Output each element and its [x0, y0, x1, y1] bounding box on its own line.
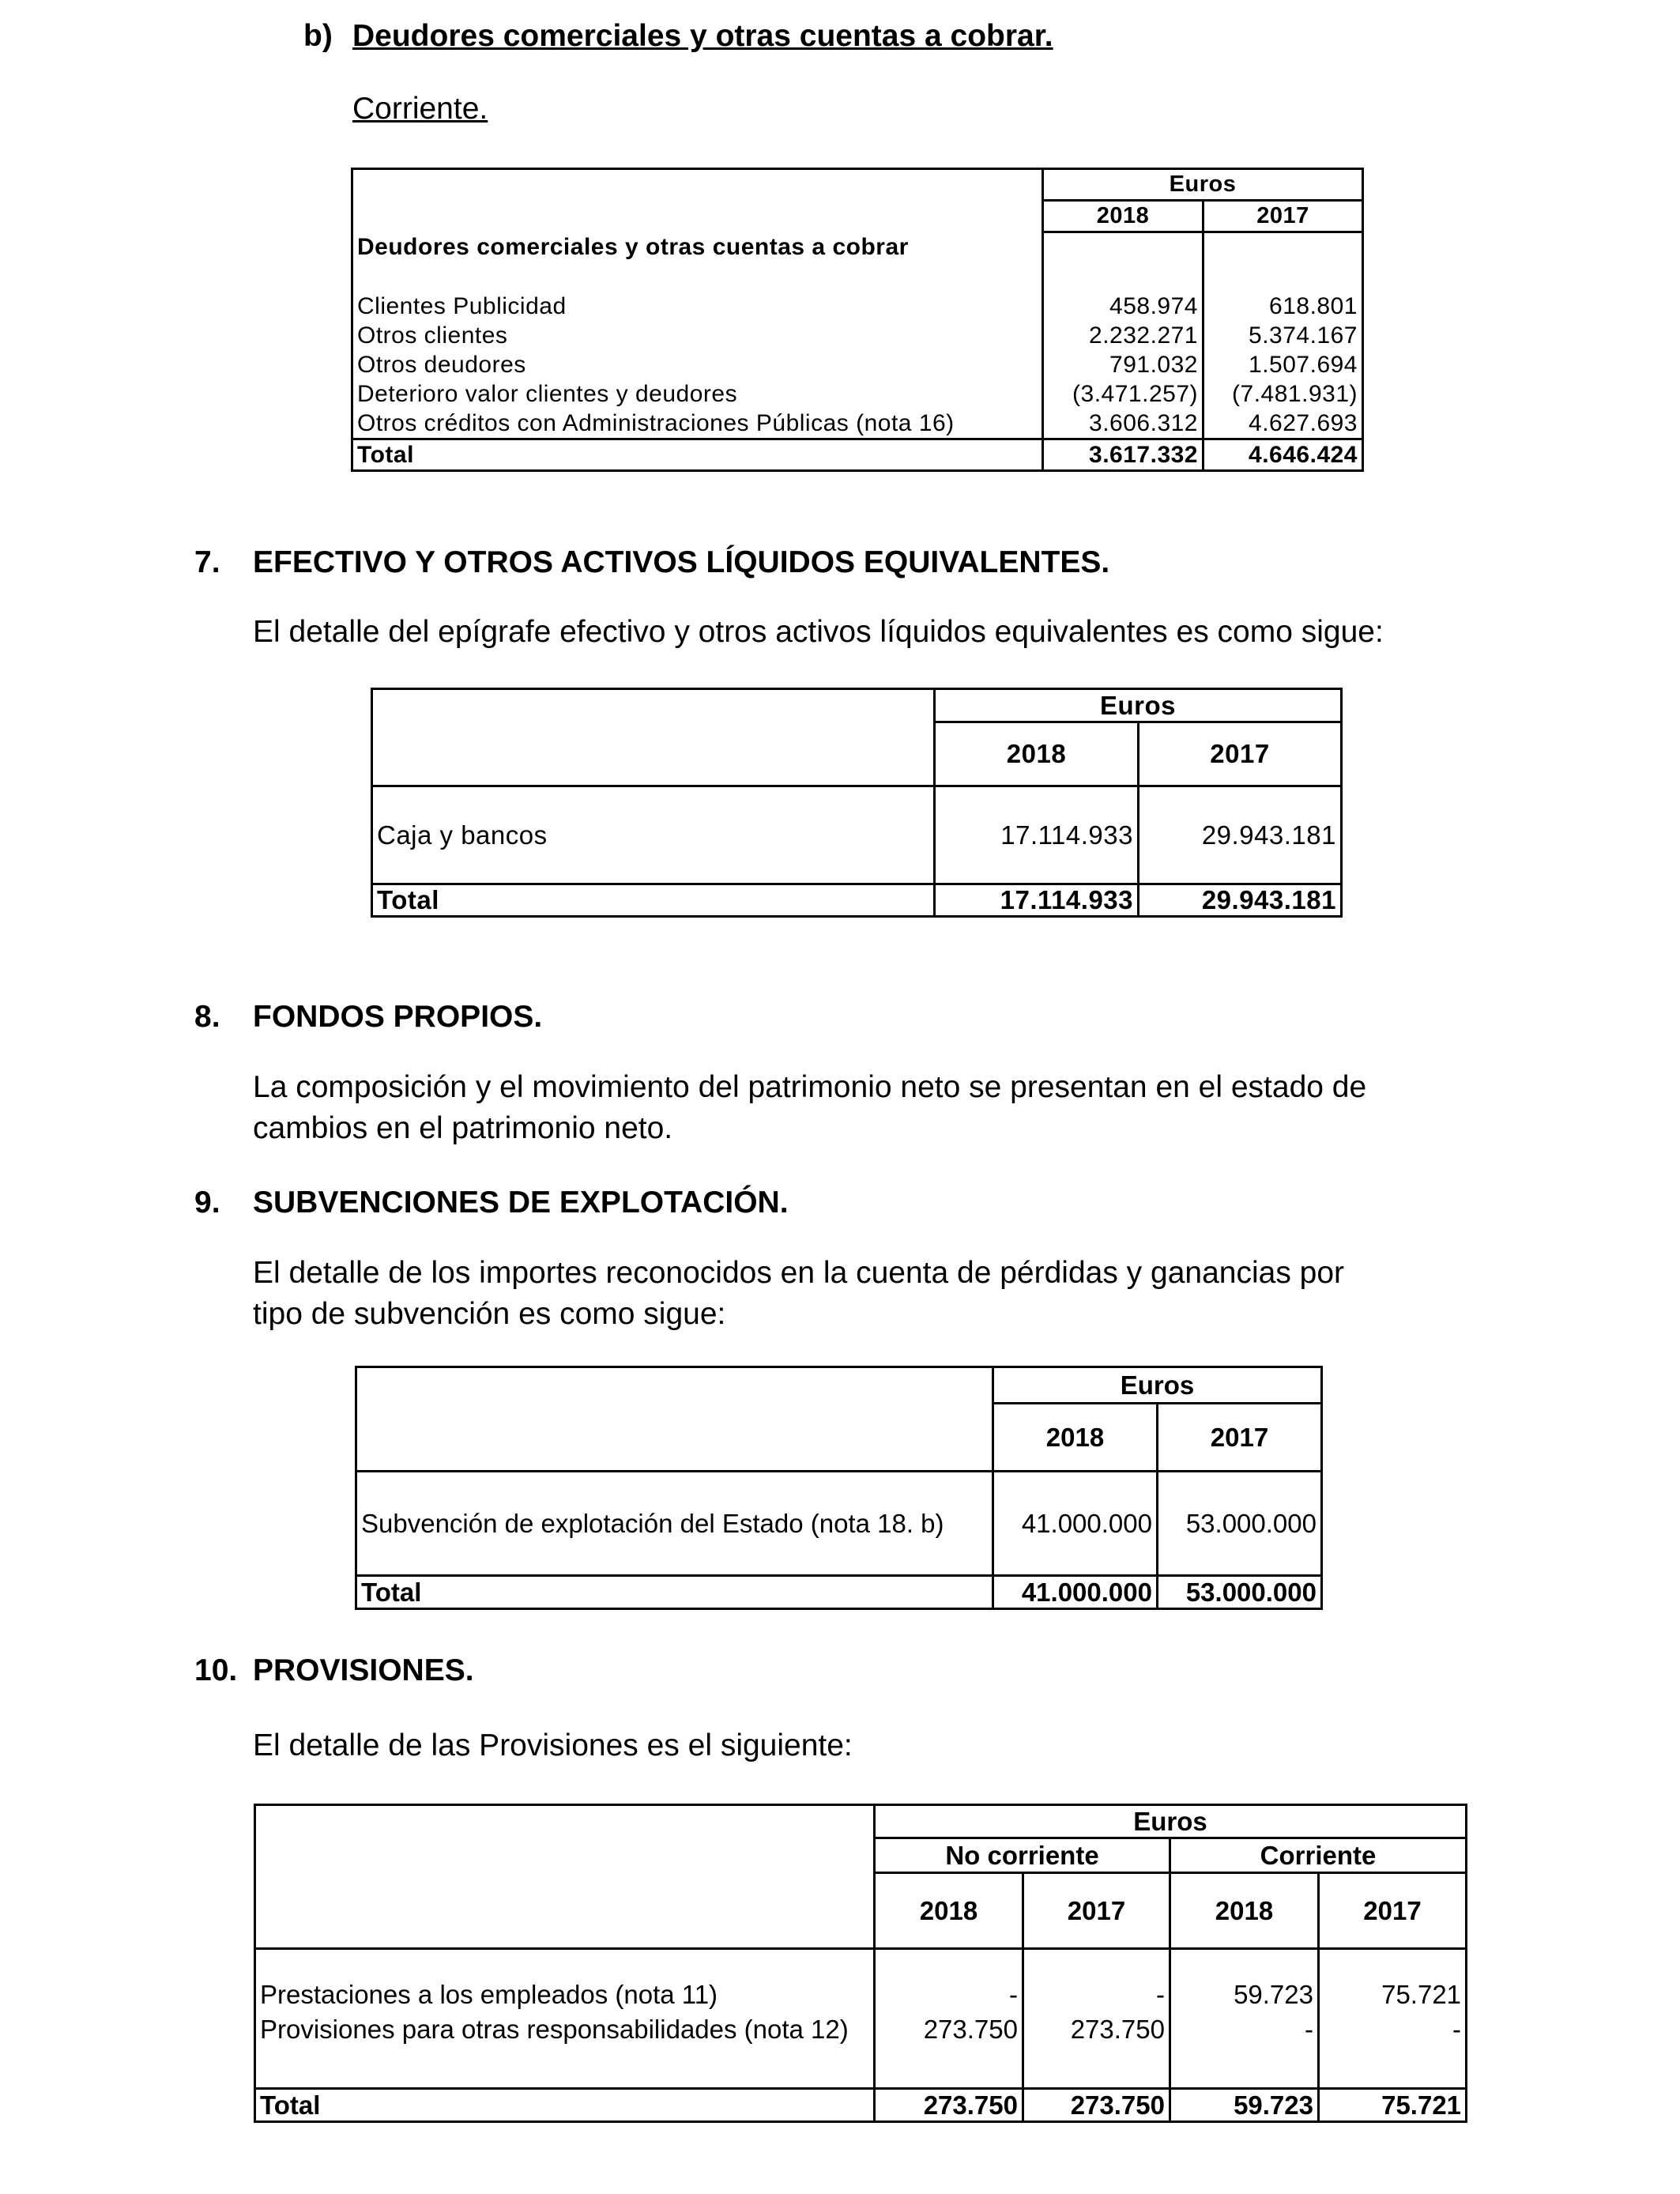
row-value-2018: 2.232.271 [1043, 321, 1203, 350]
efectivo-table [371, 688, 1343, 918]
row-value-2017: 5.374.167 [1203, 321, 1363, 350]
subvenciones-year-2017: 2017 [1158, 1404, 1322, 1472]
total-value-c-2017: 75.721 [1319, 2089, 1467, 2122]
section-7-number: 7. [194, 545, 220, 579]
deudores-currency-header: Euros [1043, 169, 1363, 201]
total-value-c-2018: 59.723 [1170, 2089, 1319, 2122]
section-7-text: El detalle del epígrafe efectivo y otros activos líquidos equivalentes es como sigue: [253, 615, 1384, 649]
row-label: Deterioro valor clientes y deudores [352, 379, 1043, 409]
row-value-2017: 1.507.694 [1203, 350, 1363, 379]
total-value-nc-2018: 273.750 [875, 2089, 1023, 2122]
row-label: Clientes Publicidad [352, 292, 1043, 321]
total-value-2017: 29.943.181 [1139, 884, 1342, 917]
section-9-number: 9. [194, 1186, 220, 1220]
row-value-2018: 791.032 [1043, 350, 1203, 379]
total-label: Total [255, 2089, 875, 2122]
row-value-2018: 3.606.312 [1043, 409, 1203, 439]
row-value-nc-2017: 273.750 [1023, 2012, 1170, 2047]
subvenciones-currency-header: Euros [993, 1367, 1322, 1404]
provisiones-year-c-2018: 2018 [1170, 1873, 1319, 1949]
provisiones-year-nc-2018: 2018 [875, 1873, 1023, 1949]
provisiones-group-corriente: Corriente [1170, 1838, 1467, 1873]
section-8-text-line-1: La composición y el movimiento del patrimonio neto se presentan en el estado de [253, 1070, 1367, 1104]
row-label: Otros deudores [352, 350, 1043, 379]
deudores-year-2018: 2018 [1043, 201, 1203, 232]
provisiones-year-nc-2017: 2017 [1023, 1873, 1170, 1949]
section-7-title: EFECTIVO Y OTROS ACTIVOS LÍQUIDOS EQUIVALENTES. [253, 545, 1110, 579]
total-value-nc-2017: 273.750 [1023, 2089, 1170, 2122]
provisiones-table [254, 1804, 1467, 2123]
table-row [352, 292, 1363, 321]
total-value-2018: 17.114.933 [935, 884, 1139, 917]
row-value-c-2018: - [1170, 2012, 1319, 2047]
section-8-text [253, 1067, 1475, 1149]
row-value-2017: (7.481.931) [1203, 379, 1363, 409]
section-9-text-line-1: El detalle de los importes reconocidos en la cuenta de pérdidas y ganancias por [253, 1256, 1345, 1290]
row-label: Caja y bancos [372, 786, 935, 884]
total-row [356, 1576, 1322, 1609]
section-9-text [253, 1253, 1475, 1335]
table-row [255, 2012, 1467, 2047]
total-label: Total [372, 884, 935, 917]
section-9-title: SUBVENCIONES DE EXPLOTACIÓN. [253, 1186, 789, 1220]
total-value-2018: 3.617.332 [1043, 439, 1203, 471]
efectivo-year-2018: 2018 [935, 722, 1139, 786]
total-row [352, 439, 1363, 471]
section-8-text-line-2: cambios en el patrimonio neto. [253, 1111, 673, 1145]
table-row [352, 350, 1363, 379]
provisiones-group-no-corriente: No corriente [875, 1838, 1170, 1873]
efectivo-year-2017: 2017 [1139, 722, 1342, 786]
deudores-year-2017: 2017 [1203, 201, 1363, 232]
row-value-2018: 17.114.933 [935, 786, 1139, 884]
subvenciones-table [355, 1366, 1323, 1610]
row-label: Prestaciones a los empleados (nota 11) [255, 1977, 875, 2012]
table-row [352, 409, 1363, 439]
total-label: Total [356, 1576, 993, 1609]
section-10-number: 10. [194, 1653, 238, 1687]
table-row [356, 1472, 1322, 1576]
row-value-2017: 53.000.000 [1158, 1472, 1322, 1576]
row-value-c-2018: 59.723 [1170, 1977, 1319, 2012]
deudores-table [351, 168, 1364, 472]
section-b-title: Deudores comerciales y otras cuentas a cobrar. [352, 19, 1053, 53]
total-value-2018: 41.000.000 [993, 1576, 1158, 1609]
total-row [255, 2089, 1467, 2122]
row-value-nc-2018: 273.750 [875, 2012, 1023, 2047]
row-value-2017: 618.801 [1203, 292, 1363, 321]
table-row [372, 786, 1342, 884]
table-row [255, 1977, 1467, 2012]
total-value-2017: 53.000.000 [1158, 1576, 1322, 1609]
table-row [352, 321, 1363, 350]
row-value-c-2017: 75.721 [1319, 1977, 1467, 2012]
provisiones-currency-header: Euros [875, 1805, 1467, 1838]
row-value-c-2017: - [1319, 2012, 1467, 2047]
row-label: Otros créditos con Administraciones Públicas (nota 16) [352, 409, 1043, 439]
section-10-title: PROVISIONES. [253, 1653, 474, 1687]
total-row [372, 884, 1342, 917]
efectivo-currency-header: Euros [935, 689, 1342, 722]
row-value-2018: (3.471.257) [1043, 379, 1203, 409]
row-value-2017: 4.627.693 [1203, 409, 1363, 439]
row-value-2018: 41.000.000 [993, 1472, 1158, 1576]
total-label: Total [352, 439, 1043, 471]
section-10-text: El detalle de las Provisiones es el siguiente: [253, 1728, 853, 1762]
deudores-group-label: Deudores comerciales y otras cuentas a cobrar [352, 232, 1043, 263]
row-label: Otros clientes [352, 321, 1043, 350]
subvenciones-year-2018: 2018 [993, 1404, 1158, 1472]
total-value-2017: 4.646.424 [1203, 439, 1363, 471]
row-value-2017: 29.943.181 [1139, 786, 1342, 884]
section-b-subtitle: Corriente. [352, 92, 488, 126]
row-value-2018: 458.974 [1043, 292, 1203, 321]
table-row [352, 379, 1363, 409]
section-9-text-line-2: tipo de subvención es como sigue: [253, 1297, 726, 1331]
row-label: Subvención de explotación del Estado (nota 18. b) [356, 1472, 993, 1576]
section-8-title: FONDOS PROPIOS. [253, 1000, 543, 1034]
row-value-nc-2018: - [875, 1977, 1023, 2012]
section-b-marker: b) [303, 19, 333, 53]
row-value-nc-2017: - [1023, 1977, 1170, 2012]
row-label: Provisiones para otras responsabilidades (nota 12) [255, 2012, 875, 2047]
provisiones-year-c-2017: 2017 [1319, 1873, 1467, 1949]
section-8-number: 8. [194, 1000, 220, 1034]
